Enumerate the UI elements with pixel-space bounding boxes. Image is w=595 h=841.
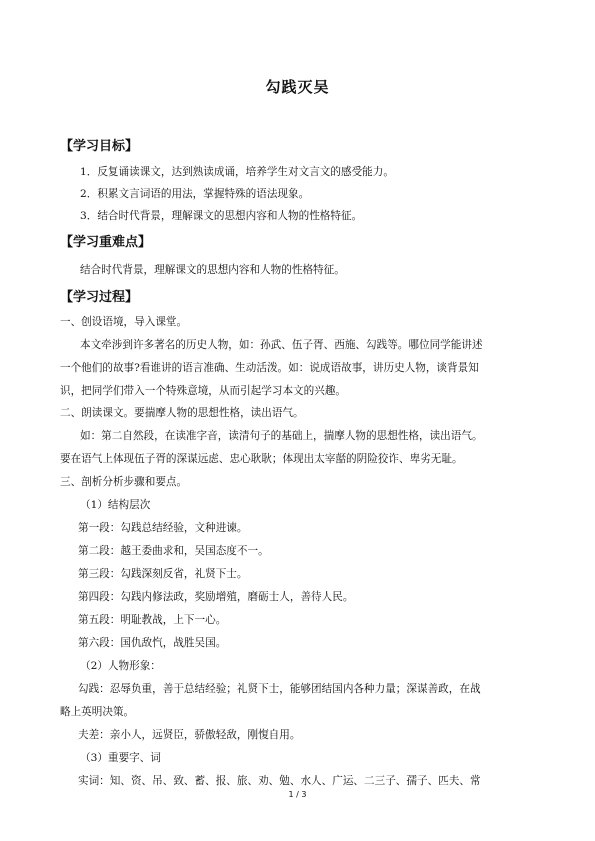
- step1-paragraph-line-2: 一个他们的故事?看谁讲的语言准确、生动活泼。如：说成语故事，讲历史人物，谈背景知: [60, 362, 479, 374]
- step2-paragraph-line-2: 要在语气上体现伍子胥的深谋远虑、忠心耿耿；体现出太宰嚭的阴险狡诈、卑劣无耻。: [60, 453, 463, 465]
- step1-paragraph-line-3: 识，把同学们带入一个特殊意境，从而引起学习本文的兴趣。: [60, 385, 347, 397]
- structure-item-4: 第四段：勾践内修法政，奖励增殖，磨砺士人，善待人民。: [78, 591, 354, 603]
- character-title: （2）人物形象：: [80, 660, 161, 672]
- step1-title: 一、创设语境，导入课堂。: [60, 316, 188, 328]
- structure-item-5: 第五段：明耻教战，上下一心。: [78, 614, 227, 626]
- goujian-line-2: 略上英明决策。: [60, 706, 135, 718]
- step1-paragraph-line-1: 本文牵涉到许多著名的历史人物，如：孙武、伍子胥、西施、勾践等。哪位同学能讲述: [80, 339, 483, 351]
- key-points-heading: 【学习重难点】: [60, 235, 152, 250]
- structure-item-1: 第一段：勾践总结经验，文种进谏。: [78, 522, 248, 534]
- process-heading: 【学习过程】: [60, 290, 139, 305]
- fuchai-line: 夫差：亲小人，远贤臣，骄傲轻敌，刚愎自用。: [78, 729, 301, 741]
- structure-item-6: 第六段：国仇敌忾，战胜吴国。: [78, 637, 227, 649]
- structure-title: （1）结构层次: [80, 499, 151, 511]
- step3-title: 三、剖析分析步骤和要点。: [60, 476, 188, 488]
- words-title: （3）重要字、词: [80, 752, 161, 764]
- goal-item-3: 3．结合时代背景，理解课文的思想内容和人物的性格特征。: [80, 210, 363, 222]
- step2-paragraph-line-1: 如：第二自然段，在读准字音，读清句子的基础上，揣摩人物的思想性格，读出语气。: [80, 430, 483, 442]
- goujian-line-1: 勾践：忍辱负重，善于总结经验；礼贤下士，能够团结国内各种力量；深谋善政，在战: [78, 683, 481, 695]
- shici-line: 实词：知、资、吊、致、蓄、报、旅、劝、勉、水人、广运、二三子、孺子、匹夫、常: [78, 775, 481, 787]
- goals-heading: 【学习目标】: [60, 139, 139, 154]
- page-number: 1 / 3: [288, 790, 307, 799]
- goal-item-1: 1．反复诵读课文，达到熟读成诵，培养学生对文言文的感受能力。: [80, 166, 394, 178]
- step2-title: 二、朗读课文。要揣摩人物的思想性格，读出语气。: [60, 407, 304, 419]
- key-points-text: 结合时代背景，理解课文的思想内容和人物的性格特征。: [80, 264, 345, 276]
- structure-item-2: 第二段：越王委曲求和，吴国态度不一。: [78, 545, 269, 557]
- goal-item-2: 2．积累文言词语的用法，掌握特殊的语法现象。: [80, 188, 310, 200]
- structure-item-3: 第三段：勾践深刻反省，礼贤下士。: [78, 568, 248, 580]
- page-title: 勾践灭吴: [265, 78, 330, 96]
